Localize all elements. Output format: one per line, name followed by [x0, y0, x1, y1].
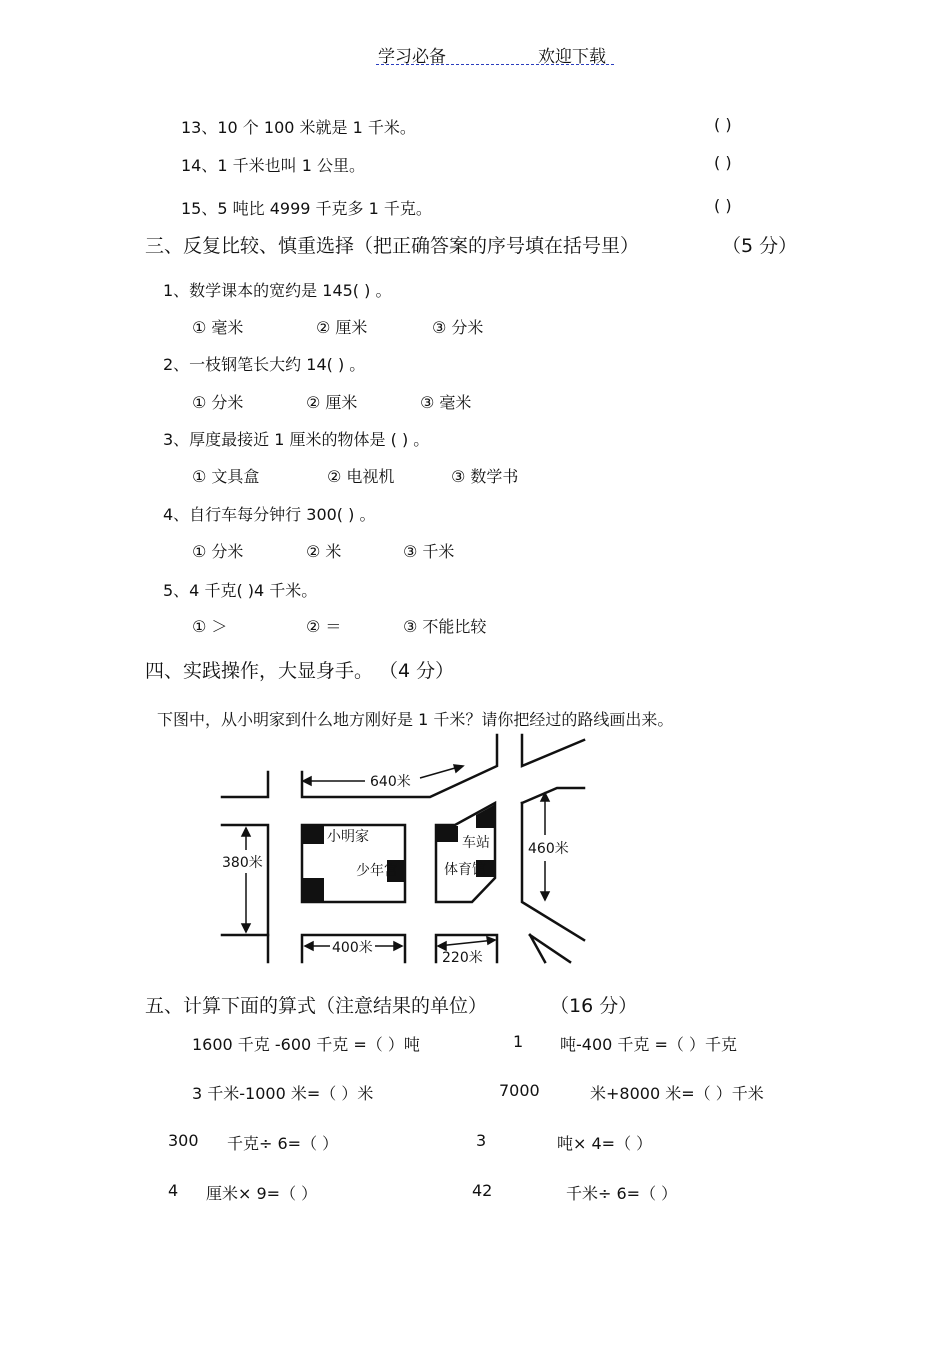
header-right: 欢迎下载	[538, 47, 606, 67]
choice-question-3: 3、厚度最接近 1 厘米的物体是 ( ) 。	[163, 430, 430, 449]
choice-3-option-2[interactable]: ② 电视机	[327, 467, 395, 486]
distance-460: 460米	[528, 841, 569, 857]
calc-1-right-num: 1	[513, 1032, 524, 1051]
choice-4-option-1[interactable]: ① 分米	[192, 542, 244, 561]
calc-3-right: 吨× 4=（ ）	[557, 1134, 653, 1153]
choice-1-option-3[interactable]: ③ 分米	[432, 318, 484, 337]
label-xiaoming-home: 小明家	[327, 829, 369, 845]
calc-3-left-num: 300	[168, 1131, 199, 1150]
choice-5-option-1[interactable]: ① ＞	[192, 617, 228, 636]
choice-5-option-2[interactable]: ② ＝	[306, 617, 342, 636]
calc-2-left: 3 千米-1000 米=（ ）米	[192, 1084, 374, 1103]
judge-answer-14[interactable]: ( )	[714, 153, 732, 172]
calc-4-right-num: 42	[472, 1181, 493, 1200]
label-youth-palace: 少年宫	[356, 863, 398, 879]
section5-score: （16 分）	[550, 995, 638, 1017]
choice-2-option-1[interactable]: ① 分米	[192, 393, 244, 412]
judge-answer-15[interactable]: ( )	[714, 196, 732, 215]
calc-3-left: 千克÷ 6=（ ）	[227, 1134, 339, 1153]
calc-2-right: 米+8000 米=（ ）千米	[590, 1084, 764, 1103]
distance-220: 220米	[442, 950, 483, 966]
label-gym: 体育馆	[444, 862, 486, 878]
judge-item-14: 14、1 千米也叫 1 公里。	[181, 156, 365, 175]
calc-1-left: 1600 千克 -600 千克 =（ ）吨	[192, 1035, 420, 1054]
choice-3-option-1[interactable]: ① 文具盒	[192, 467, 260, 486]
choice-3-option-3[interactable]: ③ 数学书	[451, 467, 519, 486]
calc-4-left-num: 4	[168, 1181, 179, 1200]
choice-1-option-2[interactable]: ② 厘米	[316, 318, 368, 337]
section3-score: （5 分）	[722, 235, 798, 257]
choice-4-option-2[interactable]: ② 米	[306, 542, 342, 561]
distance-380: 380米	[222, 855, 263, 871]
choice-2-option-2[interactable]: ② 厘米	[306, 393, 358, 412]
section5-title: 五、计算下面的算式（注意结果的单位）	[145, 995, 488, 1017]
choice-1-option-1[interactable]: ① 毫米	[192, 318, 244, 337]
choice-2-option-3[interactable]: ③ 毫米	[420, 393, 472, 412]
section4-prompt: 下图中，从小明家到什么地方刚好是 1 千米？请你把经过的路线画出来。	[157, 710, 674, 729]
header-left: 学习必备	[378, 47, 446, 67]
distance-400: 400米	[332, 940, 373, 956]
section4-title: 四、实践操作，大显身手。 （4 分）	[145, 660, 455, 682]
choice-question-2: 2、一枝钢笔长大约 14( ) 。	[163, 355, 366, 374]
calc-3-right-num: 3	[476, 1131, 487, 1150]
choice-5-option-3[interactable]: ③ 不能比较	[403, 617, 487, 636]
label-station: 车站	[462, 835, 490, 851]
judge-item-13: 13、10 个 100 米就是 1 千米。	[181, 118, 416, 137]
judge-answer-13[interactable]: ( )	[714, 115, 732, 134]
choice-question-4: 4、自行车每分钟行 300( ) 。	[163, 505, 376, 524]
section3-title: 三、反复比较、慎重选择（把正确答案的序号填在括号里）	[145, 235, 640, 257]
distance-640: 640米	[370, 774, 411, 790]
choice-question-5: 5、4 千克( )4 千米。	[163, 581, 318, 600]
calc-4-right: 千米÷ 6=（ ）	[566, 1184, 678, 1203]
choice-4-option-3[interactable]: ③ 千米	[403, 542, 455, 561]
calc-4-left: 厘米× 9=（ ）	[206, 1184, 318, 1203]
judge-item-15: 15、5 吨比 4999 千克多 1 千克。	[181, 199, 432, 218]
choice-question-1: 1、数学课本的宽约是 145( ) 。	[163, 281, 392, 300]
calc-1-right: 吨-400 千克 =（ ）千克	[560, 1035, 737, 1054]
calc-2-right-num: 7000	[499, 1081, 540, 1100]
